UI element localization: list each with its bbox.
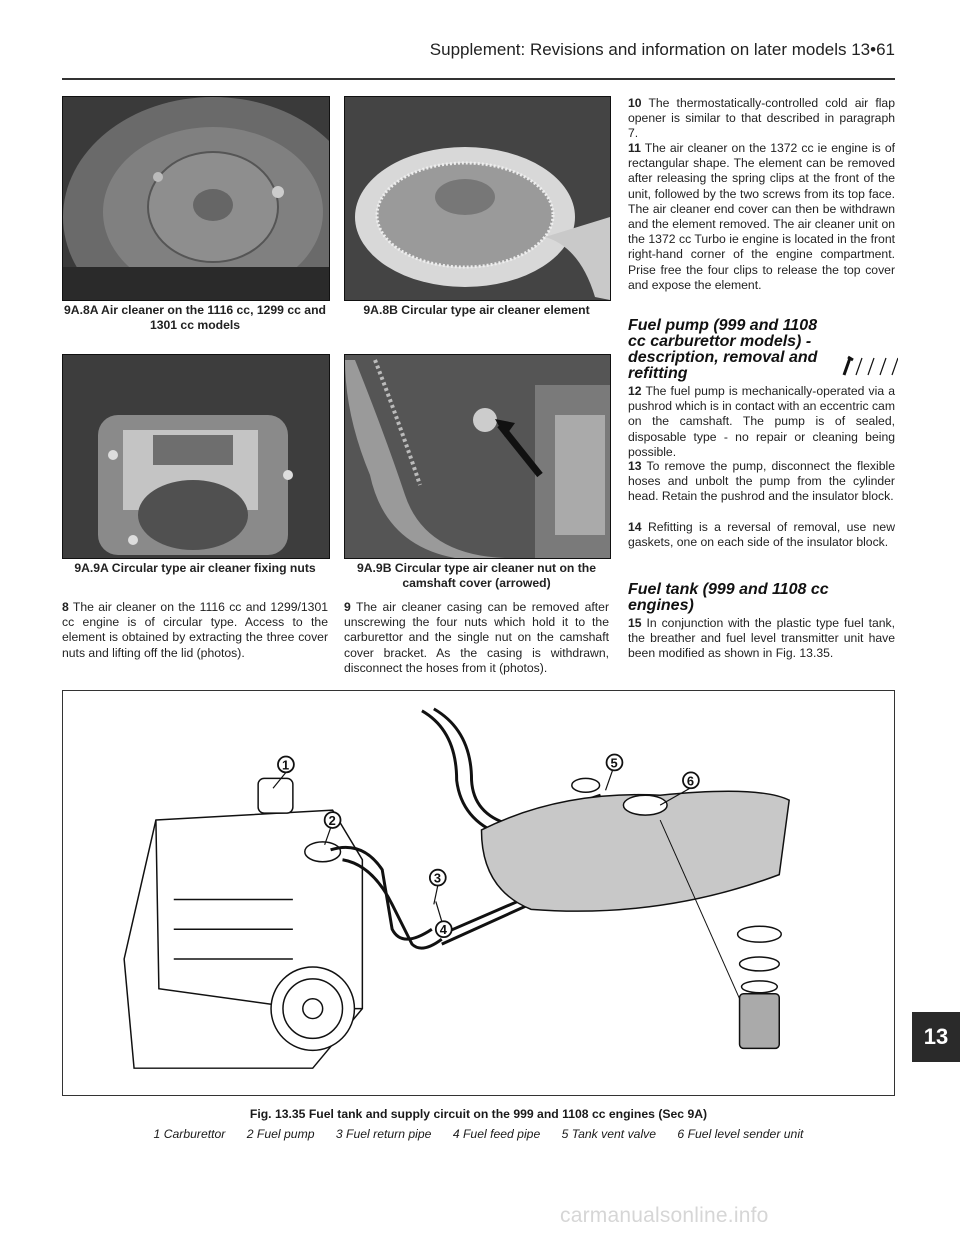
paragraph-15 [628, 616, 895, 662]
photo-9a9b [344, 354, 611, 559]
figure-title: Fig. 13.35 Fuel tank and supply circuit on the 999 and 1108 cc engines (Sec 9A) [249, 1107, 708, 1121]
photo-9a9a [62, 354, 330, 559]
svg-text:2: 2 [328, 813, 336, 829]
paragraph-text: In conjunction with the plastic type fuel tank, the breather and fuel level transmitter unit have been modified as shown in Fig. 13.35. [628, 616, 895, 661]
svg-text:4: 4 [439, 922, 447, 938]
paragraph-number: 13 [628, 459, 642, 473]
paragraph-text: The air cleaner casing can be removed after unscrewing the four nuts which hold it to the carburettor and the single nut on the camshaft cover bracket. As the casing is withdrawn, disconnect the hoses from it (photos). [344, 600, 609, 675]
paragraph-text: The air cleaner on the 1372 cc ie engine is of rectangular shape. The element can be removed after releasing the spring clips at the front of the unit, followed by the two screws from its top face. The air cleaner end cover can then be withdrawn and the element removed. The air cleaner unit on the 1372 cc Turbo ie engine is located in the front right-hand corner of the engine compartment. Prise free the four clips to release the top cover and expose the element. [628, 141, 895, 292]
legend-item: 6 Fuel level sender unit [677, 1127, 804, 1141]
paragraph-number: 9 [344, 600, 351, 614]
caption-9a9a: 9A.9A Circular type air cleaner fixing nuts [74, 561, 316, 575]
paragraph-text: The air cleaner on the 1116 cc and 1299/1301 cc engine is of circular type. Access to the element is obtained by extracting the three cover nuts and lifting off the lid (photos). [62, 600, 329, 660]
paragraph-number: 12 [628, 384, 642, 398]
photo-air-element-image [345, 97, 610, 300]
svg-text:1: 1 [281, 757, 290, 773]
photo-air-cleaner-image [63, 97, 329, 300]
watermark: carmanualsonline.info [560, 1204, 769, 1227]
caption-9a9b: 9A.9B Circular type air cleaner nut on the camshaft cover (arrowed) [356, 561, 597, 590]
fuel-system-diagram [63, 691, 893, 1094]
photo-9a8a [62, 96, 330, 301]
paragraph-text: The thermostatically-controlled cold air flap opener is similar to that described in paragraph 7. [628, 96, 895, 141]
paragraph-11 [628, 141, 895, 293]
chapter-tab: 13 [912, 1012, 960, 1062]
heading-fuel-tank: Fuel tank (999 and 1108 cc engines) [628, 581, 829, 614]
paragraph-number: 11 [628, 141, 641, 155]
figure-legend [62, 1127, 895, 1141]
photo-camshaft-nut-image [345, 355, 610, 558]
paragraph-14 [628, 520, 895, 550]
paragraph-12 [628, 384, 895, 460]
callout-5 [606, 755, 623, 791]
running-head: Supplement: Revisions and information on later models 13•61 [429, 40, 895, 59]
spanner-rating-icon [840, 355, 898, 377]
legend-item: 3 Fuel return pipe [335, 1127, 432, 1141]
callout-3 [430, 870, 446, 905]
svg-text:6: 6 [686, 773, 695, 789]
figure-13-35 [62, 690, 895, 1096]
photo-9a8b [344, 96, 611, 301]
legend-item: 4 Fuel feed pipe [452, 1127, 541, 1141]
paragraph-text: The fuel pump is mechanically-operated via a pushrod which is in contact with an eccentric cam on the camshaft. The pump is of sealed, disposable type - no repair or cleaning being possible. [628, 384, 895, 459]
header-rule [62, 78, 895, 80]
photo-fixing-nuts-image [63, 355, 329, 558]
paragraph-number: 15 [628, 616, 642, 630]
paragraph-text: Refitting is a reversal of removal, use new gaskets, one on each side of the insulator block. [628, 520, 896, 550]
svg-text:3: 3 [433, 870, 442, 886]
paragraph-number: 10 [628, 96, 642, 110]
paragraph-number: 8 [62, 600, 69, 614]
svg-text:5: 5 [610, 755, 618, 771]
paragraph-10 [628, 96, 895, 142]
heading-fuel-pump: Fuel pump (999 and 1108 cc carburettor models) - description, removal and refitting [628, 317, 818, 382]
caption-9a8b: 9A.8B Circular type air cleaner element [363, 303, 590, 317]
paragraph-9 [344, 600, 609, 676]
caption-9a8a: 9A.8A Air cleaner on the 1116 cc, 1299 cc and 1301 cc models [64, 303, 326, 332]
paragraph-text: To remove the pump, disconnect the flexible hoses and unbolt the pump from the cylinder head. Retain the pushrod and the insulator block. [628, 459, 895, 504]
paragraph-number: 14 [628, 520, 642, 534]
callout-4 [436, 901, 452, 937]
paragraph-13 [628, 459, 895, 505]
fuel-tank-drawing [481, 778, 789, 911]
paragraph-8 [62, 600, 328, 661]
legend-item: 2 Fuel pump [246, 1127, 315, 1141]
legend-item: 1 Carburettor [153, 1127, 226, 1141]
legend-item: 5 Tank vent valve [561, 1127, 657, 1141]
